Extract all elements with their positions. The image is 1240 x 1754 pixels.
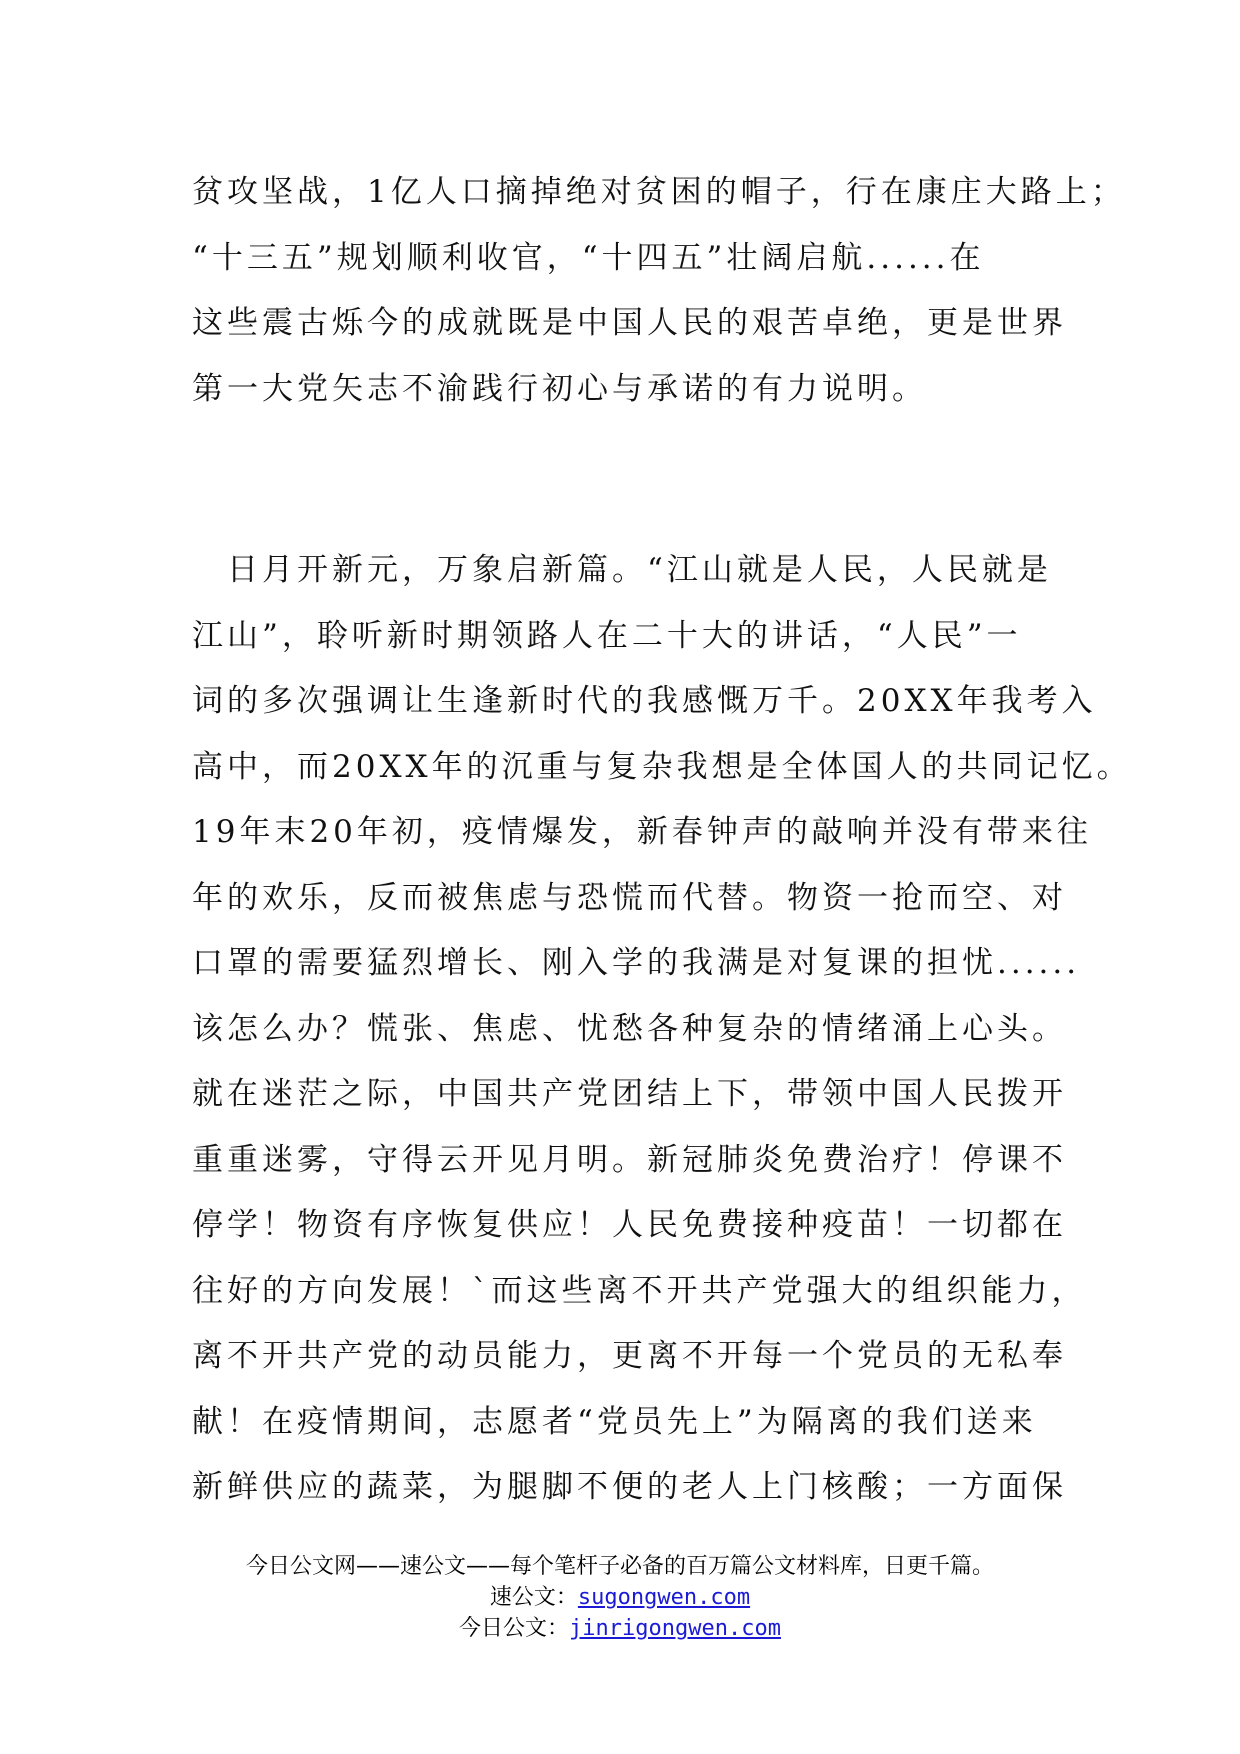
- paragraph-line: 日月开新元，万象启新篇。“江山就是人民，人民就是: [192, 552, 1052, 588]
- paragraph-line: 口罩的需要猛烈增长、刚入学的我满是对复课的担忧......: [192, 945, 1081, 981]
- paragraph-2: [192, 538, 1132, 1521]
- paragraph-line: 第一大党矢志不渝践行初心与承诺的有力说明。: [192, 370, 927, 407]
- page-footer: [0, 1551, 1240, 1644]
- paragraph-line: 这些震古烁今的成就既是中国人民的艰苦卓绝，更是世界: [192, 305, 1067, 341]
- paragraph-line: 往好的方向发展！`而这些离不开共产党强大的组织能力，: [192, 1272, 1087, 1309]
- sugongwen-link[interactable]: sugongwen.com: [577, 1585, 751, 1610]
- paragraph-line: 19年末20年初，疫情爆发，新春钟声的敲响并没有带来往: [192, 814, 1092, 850]
- paragraph-line: 献！在疫情期间，志愿者“党员先上”为隔离的我们送来: [192, 1403, 1037, 1440]
- paragraph-line: 词的多次强调让生逢新时代的我感慨万千。20XX年我考入: [192, 683, 1097, 719]
- paragraph-line: “十三五”规划顺利收官，“十四五”壮阔启航......在: [192, 239, 985, 276]
- paragraph-line: 该怎么办？慌张、焦虑、忧愁各种复杂的情绪涌上心头。: [192, 1010, 1067, 1047]
- paragraph-line: 江山”，聆听新时期领路人在二十大的讲话，“人民”一: [192, 617, 1022, 654]
- footer-jinri-row: [0, 1613, 1240, 1644]
- sugongwen-label: 速公文：: [489, 1585, 578, 1610]
- footer-slogan: 今日公文网——速公文——每个笔杆子必备的百万篇公文材料库，日更千篇。: [245, 1554, 994, 1579]
- paragraph-line: 重重迷雾，守得云开见月明。新冠肺炎免费治疗！停课不: [192, 1141, 1067, 1178]
- paragraph-line: 年的欢乐，反而被焦虑与恐慌而代替。物资一抢而空、对: [192, 879, 1067, 916]
- jinri-label: 今日公文：: [459, 1616, 570, 1641]
- paragraph-1: [192, 160, 1126, 422]
- paragraph-line: 就在迷茫之际，中国共产党团结上下，带领中国人民拨开: [192, 1076, 1067, 1112]
- paragraph-line: 停学！物资有序恢复供应！人民免费接种疫苗！一切都在: [192, 1207, 1067, 1243]
- paragraph-line: 高中，而20XX年的沉重与复杂我想是全体国人的共同记忆。: [192, 748, 1132, 785]
- footer-sugongwen-row: [0, 1582, 1240, 1613]
- paragraph-line: 离不开共产党的动员能力，更离不开每一个党员的无私奉: [192, 1338, 1067, 1374]
- jinrigongwen-link[interactable]: jinrigongwen.com: [569, 1616, 781, 1641]
- paragraph-line: 新鲜供应的蔬菜，为腿脚不便的老人上门核酸；一方面保: [192, 1469, 1067, 1505]
- document-body: [192, 160, 1132, 1521]
- paragraph-line: 贫攻坚战，1亿人口摘掉绝对贫困的帽子，行在康庄大路上；: [192, 174, 1126, 210]
